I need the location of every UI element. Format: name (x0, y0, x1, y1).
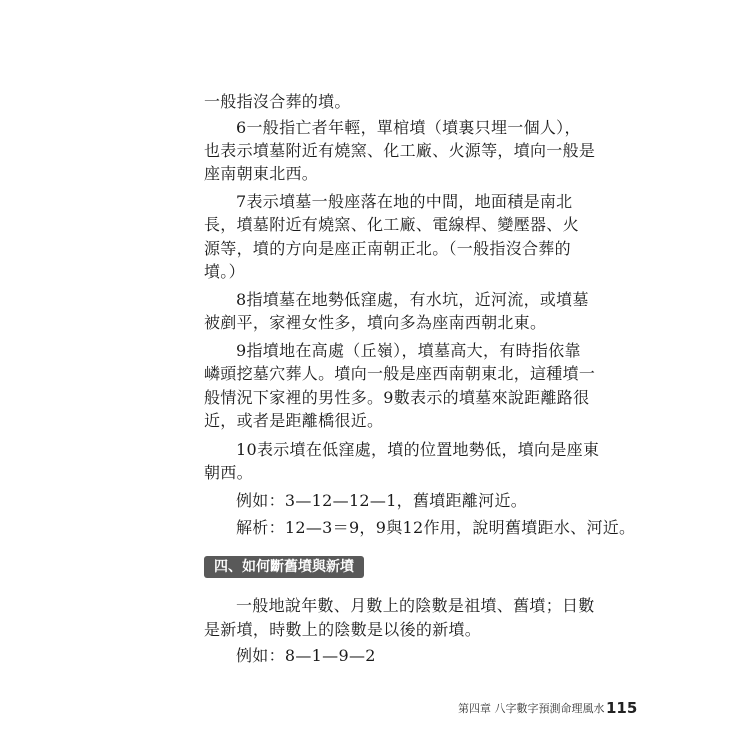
text-line: 一般地說年數、月數上的陰數是祖墳、舊墳；日數 (236, 596, 595, 615)
example-line: 例如：8—1—9—2 (236, 646, 376, 665)
text-line: 長，墳墓附近有燒窯、化工廠、電線桿、變壓器、火 (204, 215, 579, 234)
text-line: 近，或者是距離橋很近。 (204, 411, 384, 430)
analysis-line: 解析：12—3＝9，9與12作用，說明舊墳距水、河近。 (236, 518, 636, 537)
text-line: 是新墳，時數上的陰數是以後的新墳。 (204, 620, 482, 639)
section-heading: 四、如何斷舊墳與新墳 (204, 556, 364, 578)
text-line: 6一般指亡者年輕，單棺墳（墳裏只埋一個人）， (236, 118, 581, 137)
text-line: 座南朝東北西。 (204, 164, 319, 183)
text-line: 般情況下家裡的男性多。9數表示的墳墓來說距離路很 (204, 388, 590, 407)
text-line: 朝西。 (204, 463, 253, 482)
text-line: 10表示墳在低窪處，墳的位置地勢低，墳向是座東 (236, 440, 600, 459)
example-line: 例如：3—12—12—1，舊墳距離河近。 (236, 491, 528, 510)
text-line: 9指墳地在高處（丘嶺），墳墓高大，有時指依靠 (236, 341, 581, 360)
footer-chapter-title: 第四章 八字數字預測命理風水 (458, 702, 605, 715)
text-line: 也表示墳墓附近有燒窯、化工廠、火源等，墳向一般是 (204, 141, 596, 160)
page-number: 115 (606, 699, 638, 717)
text-line: 一般指沒合葬的墳。 (204, 92, 351, 111)
text-line: 嶙頭挖墓穴葬人。墳向一般是座西南朝東北，這種墳一 (204, 364, 596, 383)
text-line: 被剷平，家裡女性多，墳向多為座南西朝北東。 (204, 313, 547, 332)
text-line: 墳。） (204, 262, 245, 281)
text-line: 7表示墳墓一般座落在地的中間，地面積是南北 (236, 192, 573, 211)
text-line: 8指墳墓在地勢低窪處，有水坑，近河流，或墳墓 (236, 290, 589, 309)
text-line: 源等，墳的方向是座正南朝正北。（一般指沒合葬的 (204, 239, 571, 258)
